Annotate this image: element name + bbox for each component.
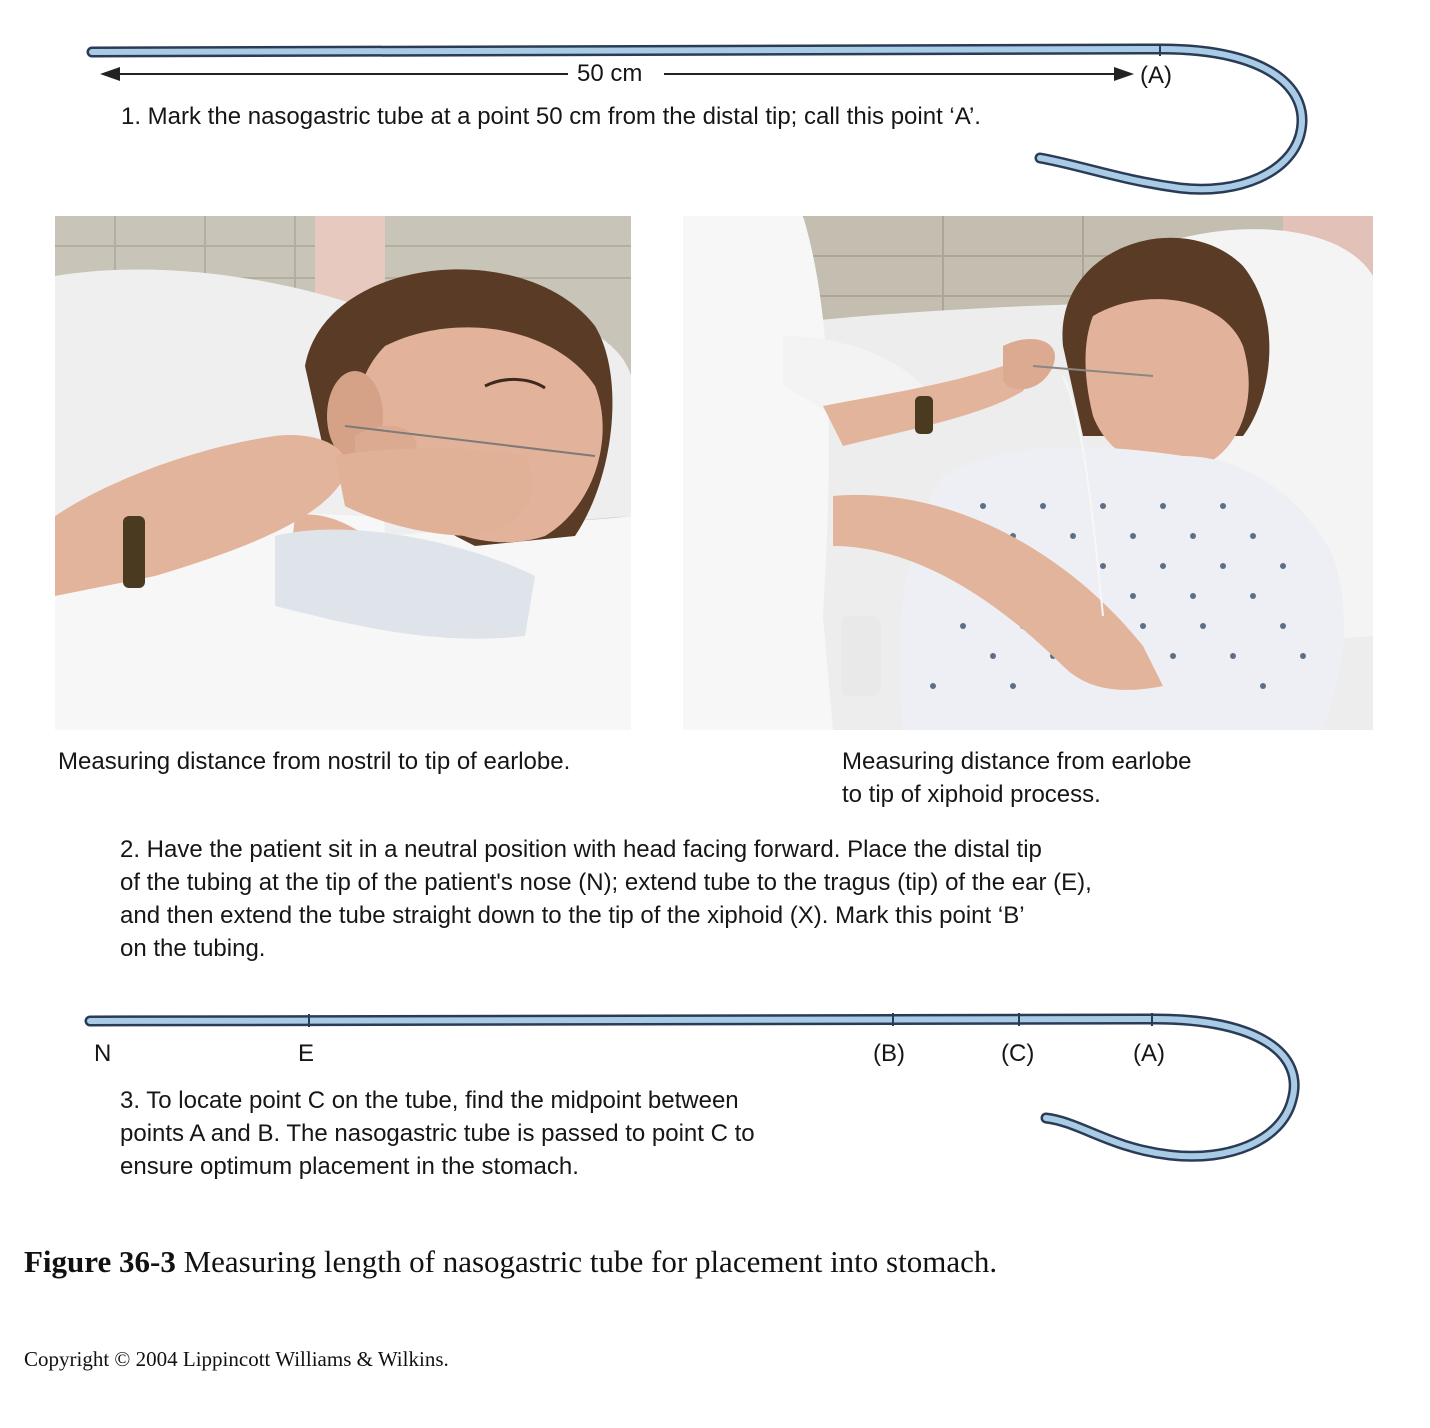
step2-line-4: on the tubing. bbox=[120, 935, 266, 962]
marker-e: E bbox=[298, 1040, 315, 1067]
figure-caption bbox=[24, 1244, 997, 1280]
figure-number: Figure 36-3 bbox=[24, 1244, 176, 1279]
copyright-notice: Copyright © 2004 Lippincott Williams & Wilkins. bbox=[24, 1347, 449, 1371]
marker-n: N bbox=[94, 1040, 112, 1067]
right-photo-caption-line1: Measuring distance from earlobe bbox=[842, 748, 1192, 775]
figure-caption-text: Measuring length of nasogastric tube for placement into stomach. bbox=[175, 1244, 998, 1279]
step1-instruction: 1. Mark the nasogastric tube at a point 50 cm from the distal tip; call this point ‘A’. bbox=[121, 103, 981, 130]
step3-line-2: points A and B. The nasogastric tube is passed to point C to bbox=[120, 1120, 755, 1147]
right-photo-caption-line2: to tip of xiphoid process. bbox=[842, 781, 1101, 808]
marker-c: (C) bbox=[1001, 1040, 1035, 1067]
point-a-label-top: (A) bbox=[1140, 62, 1172, 89]
step3-line-3: ensure optimum placement in the stomach. bbox=[120, 1153, 579, 1180]
step2-line-2: of the tubing at the tip of the patient's nose (N); extend tube to the tragus (tip) of the ear (E), bbox=[120, 869, 1092, 896]
step2-line-1: 2. Have the patient sit in a neutral position with head facing forward. Place the distal tip bbox=[120, 836, 1042, 863]
step3-line-1: 3. To locate point C on the tube, find the midpoint between bbox=[120, 1087, 739, 1114]
left-photo-caption: Measuring distance from nostril to tip of earlobe. bbox=[58, 748, 571, 775]
step2-line-3: and then extend the tube straight down to the tip of the xiphoid (X). Mark this point ‘B’ bbox=[120, 902, 1025, 929]
marker-b: (B) bbox=[873, 1040, 905, 1067]
distance-label: 50 cm bbox=[577, 60, 643, 87]
marker-a: (A) bbox=[1133, 1040, 1165, 1067]
